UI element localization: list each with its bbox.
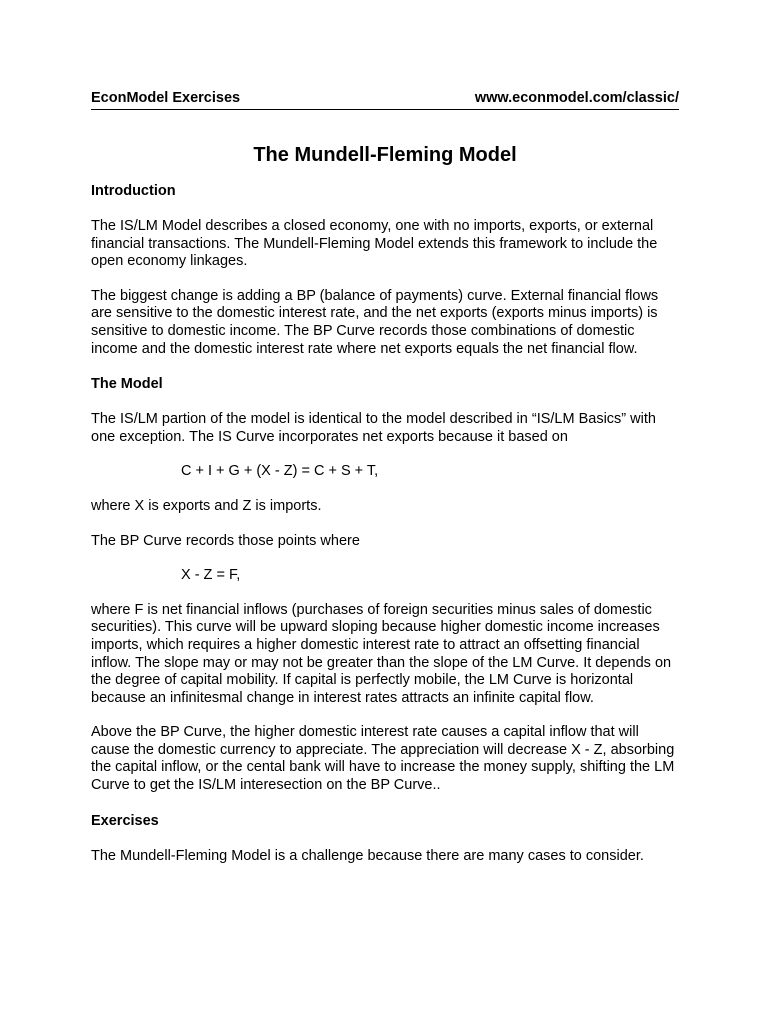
header-url: www.econmodel.com/classic/ bbox=[474, 90, 679, 106]
model-paragraph-3: The BP Curve records those points where bbox=[91, 532, 360, 549]
document-body bbox=[91, 182, 679, 882]
model-paragraph-1: The IS/LM partion of the model is identical to the model described in “IS/LM Basics” with one exception. The IS Curve incorporates net exports because it based on bbox=[91, 411, 656, 445]
model-paragraph-4: where F is net financial inflows (purchases of foreign securities minus sales of domestic securities). This curve will be upward sloping because higher domestic income increases imports, which requires a higher domestic interest rate to attract an offsetting financial inflow. The slope may or may not be greater than the slope of the LM Curve. It depends on the degree of capital mobility. If capital is perfectly mobile, the LM Curve is horizontal because an infinitesmal change in interest rates attracts an infinite capital flow. bbox=[91, 601, 672, 706]
model-paragraph-2: where X is exports and Z is imports. bbox=[91, 497, 322, 514]
intro-paragraph-2: The biggest change is adding a BP (balance of payments) curve. External financial flows are sensitive to the domestic interest rate, and the net exports (exports minus imports) is sensitive to domestic income. The BP Curve records those combinations of domestic income and the domestic interest rate where net exports equals the net financial flow. bbox=[91, 287, 659, 357]
section-heading-model: The Model bbox=[91, 376, 163, 393]
page-header bbox=[91, 89, 679, 110]
header-site-name: EconModel Exercises bbox=[91, 90, 241, 106]
page-title: The Mundell-Fleming Model bbox=[253, 144, 517, 166]
equation-is-curve: C + I + G + (X - Z) = C + S + T, bbox=[181, 463, 379, 480]
section-heading-introduction: Introduction bbox=[91, 183, 176, 199]
section-heading-exercises: Exercises bbox=[91, 812, 159, 829]
intro-paragraph-1: The IS/LM Model describes a closed economy, one with no imports, exports, or external financial transactions. The Mundell-Fleming Model extends this framework to include the open economy linkages. bbox=[91, 218, 658, 270]
exercises-paragraph-1: The Mundell-Fleming Model is a challenge because there are many cases to consider. bbox=[91, 847, 644, 864]
equation-bp-curve: X - Z = F, bbox=[181, 567, 241, 584]
model-paragraph-5: Above the BP Curve, the higher domestic interest rate causes a capital inflow that will cause the domestic currency to appreciate. The appreciation will decrease X - Z, absorbing the capital inflow, or the cental bank will have to increase the money supply, shifting the LM Curve to get the IS/LM interesection on the BP Curve.. bbox=[91, 724, 675, 794]
